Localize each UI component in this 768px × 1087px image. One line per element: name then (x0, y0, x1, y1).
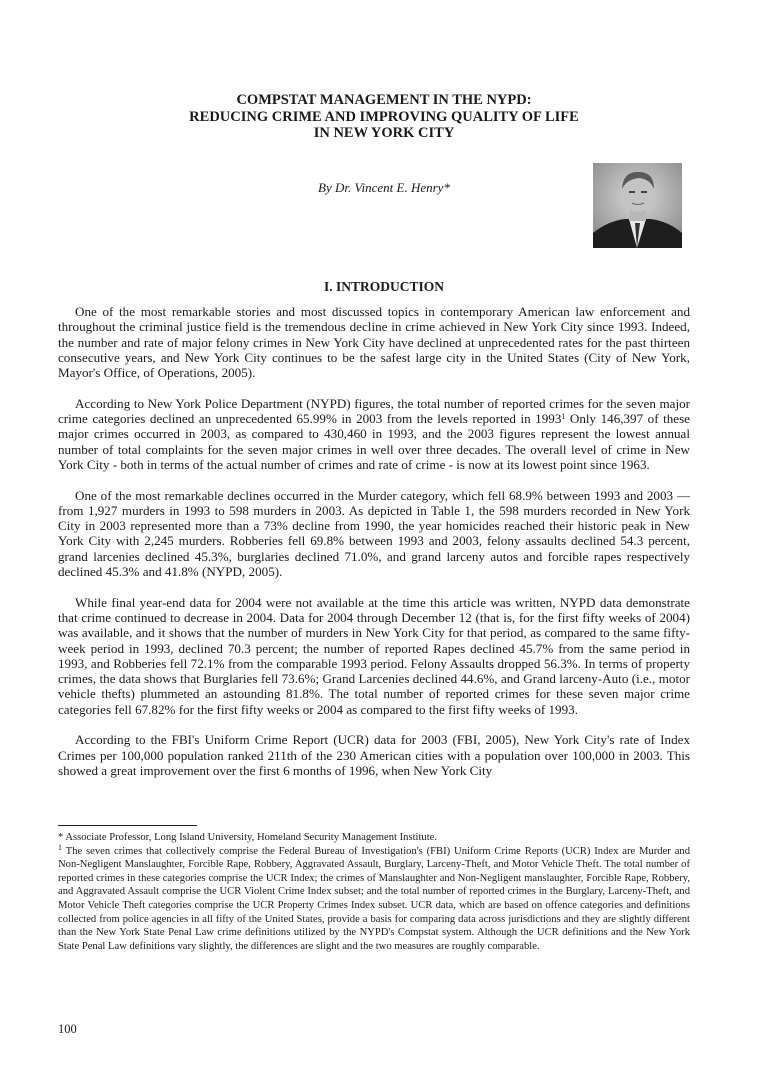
page-number: 100 (58, 1022, 77, 1036)
paragraph: One of the most remarkable declines occurred in the Murder category, which fell 68.9% between 1993 and 2003 — from 1,927 murders in 1993 to 598 murders in 2003. As depicted in Table 1, the 598 murders recorded in New York City in 2003 represented more than a 73% decline from 1990, the year homicides reached their historic peak in New York City with 2,245 murders. Robberies fell 69.8% between 1993 and 2003, felony assaults declined 54.3 percent, grand larcenies declined 45.3%, burglaries declined 71.0%, and grand larceny autos and forcible rapes respectively declined 45.3% and 41.8% (NYPD, 2005). (58, 487, 690, 580)
paragraph: One of the most remarkable stories and most discussed topics in contemporary American law enforcement and throughout the criminal justice field is the tremendous decline in crime achieved in New York City since 1993. Indeed, the number and rate of major felony crimes in New York City have declined at unprecedented rates for the past thirteen consecutive years, and New York City continues to be the safest large city in the United States (City of New York, Mayor's Office, of Operations, 2005). (58, 304, 690, 381)
footnote-1 (58, 842, 690, 954)
article-body (58, 304, 690, 794)
author-photo (593, 163, 682, 248)
title-line: IN NEW YORK CITY (313, 125, 455, 141)
article-title (0, 92, 768, 142)
footnotes (58, 831, 690, 953)
paragraph: While final year-end data for 2004 were not available at the time this article was written, NYPD data demonstrate that crime continued to decrease in 2004. Data for 2004 through December 12 (that is, for the first fifty weeks of 2004) was available, and it shows that the number of murders in New York City for that period, as compared to the same fifty-week period in 1993, declined 70.3 percent; the number of reported Rapes declined 45.7% from the same period in 1993, and Robberies fell 72.1% from the comparable 1993 period. Felony Assaults dropped 56.3%. In terms of property crimes, the data shows that Burglaries fell 73.6%; Grand Larcenies declined 44.6%, and Grand larceny-Auto (i.e., motor vehicle thefts) plummeted an astounding 81.8%. The total number of reported crimes for these seven major crime categories fell 67.82% for the first fifty weeks or 2004 as compared to the first fifty weeks of 1993. (58, 594, 690, 717)
footnote-text: The seven crimes that collectively comprise the Federal Bureau of Investigation's (FBI) Uniform Crime Reports (UCR) Index are Murder and Non-Negligent Manslaughter, Forcible Rape, Robbery, Aggravated Assault, Burglary, Larceny-Theft, and Motor Vehicle Theft. The total number of reported crimes in these categories comprise the UCR Index; the crimes of Manslaughter and Non-Negligent manslaughter, Forcible Rape, Robbery, and Aggravated Assault comprise the UCR Violent Crime Index subset; and the total number of reported crimes in the Burglary, Larceny-Theft, and Motor Vehicle Theft categories comprise the UCR Property Crimes Index subset. UCR data, which are based on offence categories and definitions collected from police agencies in all fifty of the United States, provide a basis for comparing data across jurisdictions and they are slightly different than the New York State Penal Law crime definitions utilized by the NYPD's Compstat system. Although the UCR definitions and the New York State Penal Law definitions vary slightly, the differences are slight and the two measures are roughly comparable. (58, 845, 690, 952)
footnote-ref: 1 (561, 412, 566, 422)
paragraph-text: According to New York Police Department (NYPD) figures, the total number of reported crimes for the seven major crime categories declined an unprecedented 65.99% in 2003 from the levels reported in 1993 (58, 395, 690, 427)
footnote-marker: 1 (58, 842, 62, 852)
title-line: REDUCING CRIME AND IMPROVING QUALITY OF LIFE (189, 108, 579, 125)
paragraph (58, 396, 690, 472)
title-line: COMPSTAT MANAGEMENT IN THE NYPD: (236, 92, 532, 108)
author-byline: By Dr. Vincent E. Henry* (318, 180, 450, 195)
footnote-divider (58, 825, 197, 826)
footnote-author: * Associate Professor, Long Island University, Homeland Security Management Institute. (58, 832, 438, 843)
paragraph-text: Only 146,397 of these major crimes occurred in 2003, as compared to 430,460 in 1993, and the 2003 figures represent the lowest annual number of total complaints for the seven major crimes in well over three decades. The overall level of crime in New York City - both in terms of the actual number of crimes and rate of crime - is now at its lowest point since 1963. (58, 411, 690, 472)
section-heading: I. INTRODUCTION (323, 279, 445, 294)
paragraph: According to the FBI's Uniform Crime Report (UCR) data for 2003 (FBI, 2005), New York City's rate of Index Crimes per 100,000 population ranked 211th of the 230 American cities with a population over 100,000 in 2003. This showed a great improvement over the first 6 months of 1996, when New York City (58, 732, 690, 778)
